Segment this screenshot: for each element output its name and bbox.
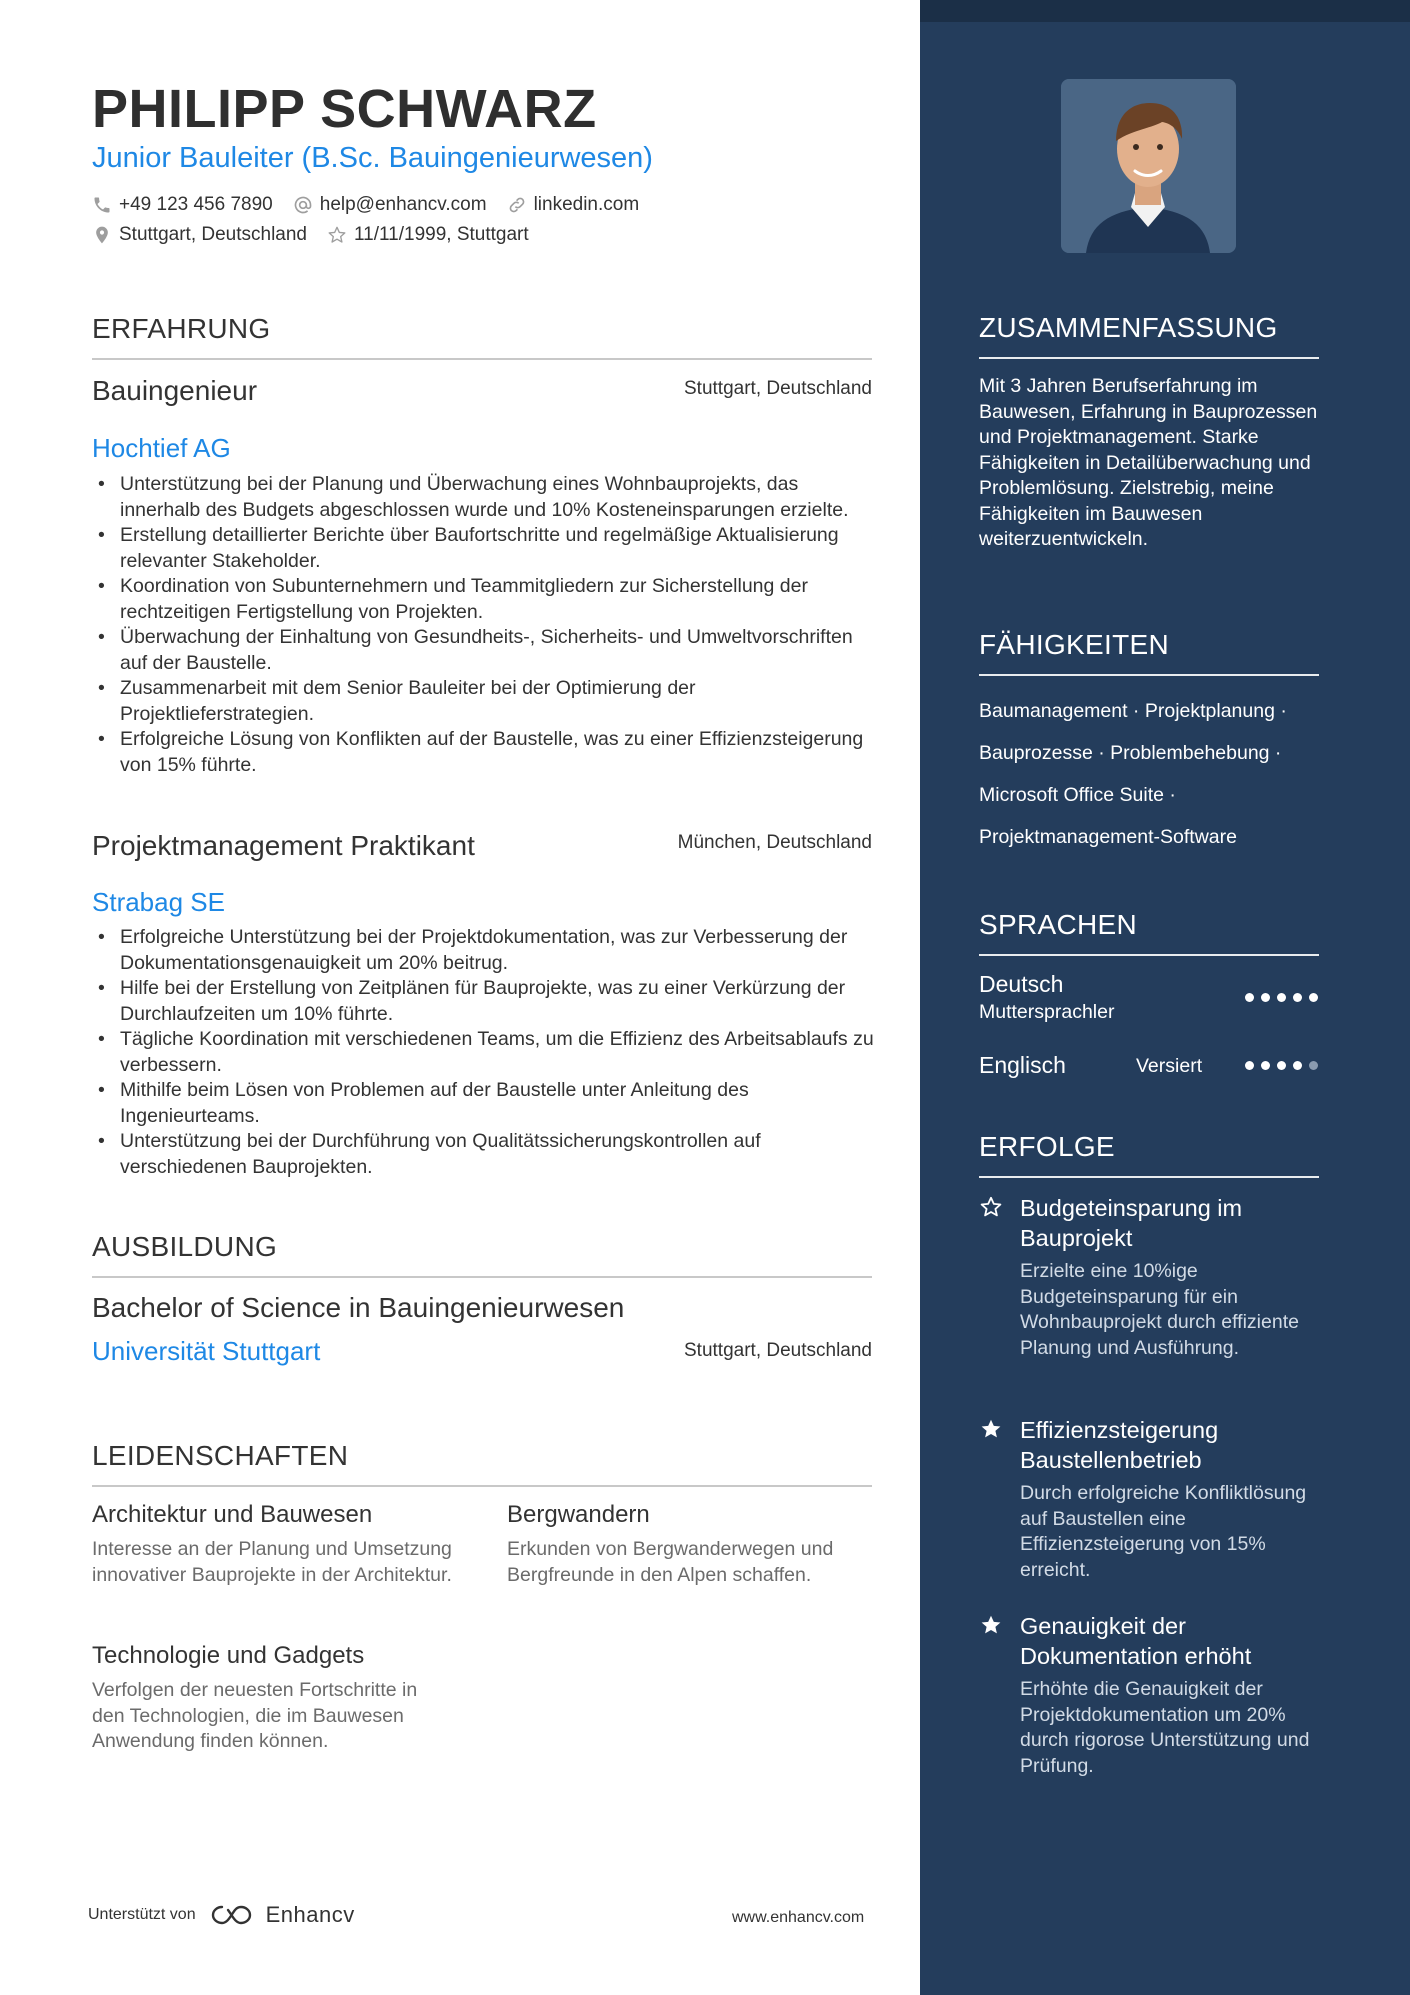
- bullet-item: • Unterstützung bei der Planung und Überwachung eines Wohnbauprojekts, das innerhalb des Budgets abgeschlossen wurde und 10% Kosteneinsparungen erzielte.: [92, 472, 882, 523]
- rating-dot-filled: [1277, 993, 1286, 1002]
- bullet-item: • Erfolgreiche Lösung von Konflikten auf der Baustelle, was zu einer Effizienzsteigerung von 15% führte.: [92, 727, 882, 778]
- link-icon: [507, 195, 527, 215]
- location-text: Stuttgart, Deutschland: [119, 224, 307, 245]
- languages-title: SPRACHEN: [979, 909, 1137, 940]
- achievement-item: [979, 1611, 1329, 1779]
- achievement-desc: Durch erfolgreiche Konfliktlösung auf Baustellen eine Effizienzsteigerung von 15% erreicht.: [1020, 1482, 1307, 1581]
- achievement-desc: Erzielte eine 10%ige Budgeteinsparung für ein Wohnbauprojekt durch effiziente Planung und Ausführung.: [1020, 1260, 1299, 1359]
- rating-dot-filled: [1261, 993, 1270, 1002]
- school-location: Stuttgart, Deutschland: [684, 1340, 872, 1361]
- star-icon: [327, 225, 347, 245]
- contact-row: [92, 194, 659, 216]
- rating-dot-filled: [1261, 1061, 1270, 1070]
- bullet-item: • Hilfe bei der Erstellung von Zeitplänen für Bauprojekte, was zu einer Verkürzung der Durchlaufzeiten um 10% führte.: [92, 976, 882, 1027]
- language-level: Versiert: [1136, 1055, 1203, 1077]
- location-pin-icon: [92, 225, 112, 245]
- achievement-item: [979, 1193, 1329, 1361]
- person-portrait-icon: [1061, 79, 1236, 253]
- achievements-title: ERFOLGE: [979, 1131, 1115, 1162]
- skills-list: [979, 690, 1329, 858]
- passion-desc: Erkunden von Bergwanderwegen und Bergfreunde in den Alpen schaffen.: [507, 1538, 834, 1586]
- candidate-name: PHILIPP SCHWARZ: [92, 79, 597, 139]
- enhancv-logo[interactable]: [208, 1902, 355, 1928]
- languages-divider: [979, 954, 1319, 956]
- sidebar: [920, 0, 1410, 1995]
- passion-item: [92, 1642, 452, 1755]
- rating-dot-filled: [1245, 993, 1254, 1002]
- passion-item: [92, 1501, 452, 1588]
- bullet-item: • Unterstützung bei der Durchführung von Qualitätssicherungskontrollen auf verschiedenen Bauprojekten.: [92, 1129, 882, 1180]
- profile-photo: [1061, 79, 1236, 253]
- skill-line: Projektmanagement-Software: [979, 826, 1237, 848]
- footer-powered: [88, 1902, 355, 1928]
- experience-title: ERFAHRUNG: [92, 313, 271, 344]
- candidate-headline: Junior Bauleiter (B.Sc. Bauingenieurwesen): [92, 142, 653, 174]
- skills-divider: [979, 674, 1319, 676]
- job-location: München, Deutschland: [677, 832, 872, 853]
- language-rating: [1245, 1061, 1325, 1070]
- bullet-item: • Koordination von Subunternehmern und Teammitgliedern zur Sicherstellung der rechtzeitigen Fertigstellung von Projekten.: [92, 574, 882, 625]
- enhancv-logo-icon: [208, 1902, 256, 1928]
- achievement-title: Genauigkeit der Dokumentation erhöht: [1020, 1613, 1252, 1669]
- language-name: Englisch: [979, 1052, 1066, 1078]
- powered-by-text: Unterstützt von: [88, 1906, 196, 1923]
- phone-text: +49 123 456 7890: [119, 194, 273, 215]
- language-level: Muttersprachler: [979, 1001, 1115, 1023]
- skills-title: FÄHIGKEITEN: [979, 629, 1169, 660]
- passion-title: Bergwandern: [507, 1501, 650, 1528]
- bullet-item: • Erfolgreiche Unterstützung bei der Projektdokumentation, was zur Verbesserung der Dokumentationsgenauigkeit um 20% beitrug.: [92, 925, 882, 976]
- phone-item[interactable]: [92, 194, 273, 216]
- school-name[interactable]: Universität Stuttgart: [92, 1336, 321, 1366]
- achievement-desc: Erhöhte die Genauigkeit der Projektdokumentation um 20% durch rigorose Unterstützung und Prüfung.: [1020, 1678, 1310, 1777]
- achievement-title: Effizienzsteigerung Baustellenbetrieb: [1020, 1417, 1219, 1473]
- summary-text: Mit 3 Jahren Berufserfahrung im Bauwesen, Erfahrung in Bauprozessen und Projektmanagement. Starke Fähigkeiten in Detailüberwachung und Problemlösung. Zielstrebig, meine Fähigkeiten im Bauwesen weiterzuentwickeln.: [979, 375, 1318, 550]
- language-rating: [1245, 993, 1325, 1002]
- rating-dot-filled: [1293, 993, 1302, 1002]
- summary-title: ZUSAMMENFASSUNG: [979, 312, 1278, 343]
- rating-dot-empty: [1309, 1061, 1318, 1070]
- experience-divider: [92, 358, 872, 360]
- passion-title: Architektur und Bauwesen: [92, 1501, 373, 1528]
- bullet-item: • Überwachung der Einhaltung von Gesundheits-, Sicherheits- und Umweltvorschriften auf der Baustelle.: [92, 625, 882, 676]
- rating-dot-filled: [1245, 1061, 1254, 1070]
- link-item[interactable]: [507, 194, 640, 216]
- contact-row-2: [92, 224, 549, 246]
- education-title: AUSBILDUNG: [92, 1231, 278, 1262]
- star-outline-icon: [979, 1195, 1003, 1219]
- achievement-title: Budgeteinsparung im Bauprojekt: [1020, 1195, 1243, 1251]
- sidebar-top-band: [920, 0, 1410, 22]
- achievements-divider: [979, 1176, 1319, 1178]
- passion-desc: Verfolgen der neuesten Fortschritte in den Technologien, die im Bauwesen Anwendung finden können.: [92, 1679, 418, 1752]
- email-item[interactable]: [293, 194, 487, 216]
- degree-title: Bachelor of Science in Bauingenieurwesen: [92, 1292, 625, 1323]
- language-name: Deutsch: [979, 971, 1064, 997]
- passion-desc: Interesse an der Planung und Umsetzung innovativer Bauprojekte in der Architektur.: [92, 1538, 452, 1586]
- birth-text: 11/11/1999, Stuttgart: [354, 224, 529, 245]
- education-divider: [92, 1276, 872, 1278]
- summary-divider: [979, 357, 1319, 359]
- job-title: Projektmanagement Praktikant: [92, 830, 475, 861]
- bullet-item: • Erstellung detaillierter Berichte über Baufortschritte und regelmäßige Aktualisierung relevanter Stakeholder.: [92, 523, 882, 574]
- bullet-item: • Zusammenarbeit mit dem Senior Bauleiter bei der Optimierung der Projektlieferstrategien.: [92, 676, 882, 727]
- brand-name: Enhancv: [265, 1902, 355, 1927]
- footer-url[interactable]: www.enhancv.com: [732, 1909, 865, 1926]
- skill-line: Microsoft Office Suite ·: [979, 784, 1176, 806]
- passion-title: Technologie und Gadgets: [92, 1642, 365, 1669]
- bullet-item: • Mithilfe beim Lösen von Problemen auf der Baustelle unter Anleitung des Ingenieurteams.: [92, 1078, 882, 1129]
- phone-icon: [92, 195, 112, 215]
- email-text: help@enhancv.com: [319, 194, 487, 215]
- rating-dot-filled: [1309, 993, 1318, 1002]
- passion-item: [507, 1501, 867, 1588]
- bullet-item: • Tägliche Koordination mit verschiedenen Teams, um die Effizienz des Arbeitsablaufs zu verbessern.: [92, 1027, 882, 1078]
- star-filled-icon: [979, 1613, 1003, 1637]
- job-location: Stuttgart, Deutschland: [684, 378, 872, 399]
- rating-dot-filled: [1277, 1061, 1286, 1070]
- skill-line: Bauprozesse · Problembehebung ·: [979, 742, 1282, 764]
- job-bullets: [92, 925, 882, 1180]
- job-title: Bauingenieur: [92, 375, 258, 406]
- job-bullets: [92, 472, 882, 778]
- passions-divider: [92, 1485, 872, 1487]
- birth-item: [327, 224, 529, 246]
- link-text: linkedin.com: [533, 194, 640, 215]
- rating-dot-filled: [1293, 1061, 1302, 1070]
- location-item: [92, 224, 307, 246]
- passions-title: LEIDENSCHAFTEN: [92, 1440, 349, 1471]
- company-name[interactable]: Hochtief AG: [92, 433, 231, 463]
- skill-line: Baumanagement · Projektplanung ·: [979, 700, 1287, 722]
- star-filled-icon: [979, 1417, 1003, 1441]
- company-name[interactable]: Strabag SE: [92, 887, 225, 917]
- at-icon: [293, 195, 313, 215]
- achievement-item: [979, 1415, 1329, 1583]
